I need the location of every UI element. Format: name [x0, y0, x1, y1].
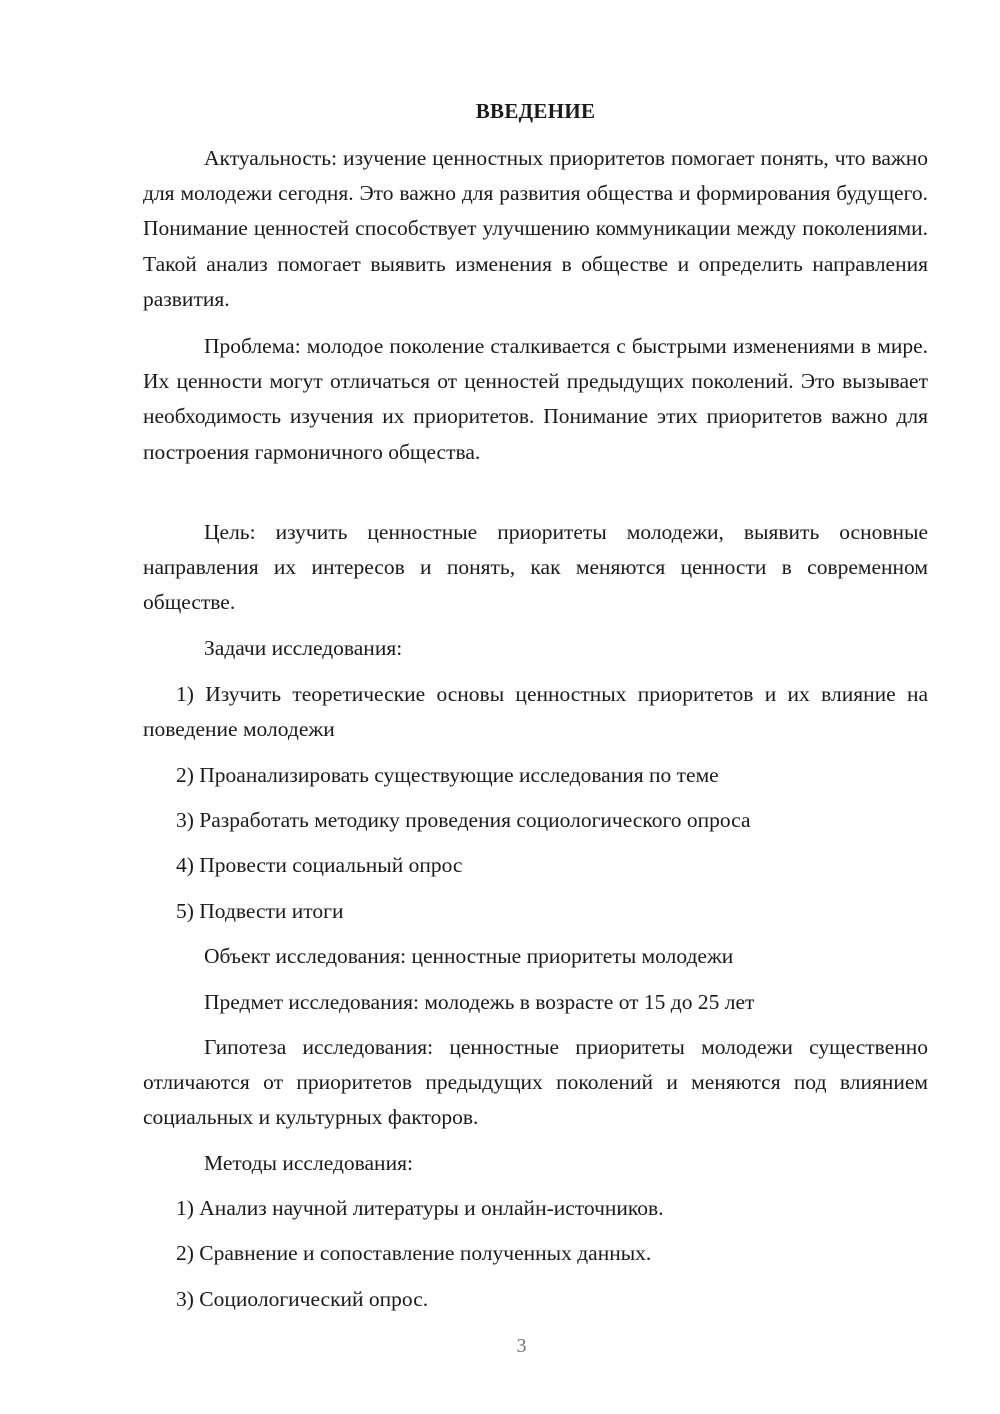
task-item-4: 4) Провести социальный опрос	[176, 853, 463, 877]
method-item-1: 1) Анализ научной литературы и онлайн-источников.	[176, 1196, 664, 1220]
research-subject: Предмет исследования: молодежь в возрасте от 15 до 25 лет	[204, 990, 755, 1014]
task-item-5: 5) Подвести итоги	[176, 899, 344, 923]
task-item-3: 3) Разработать методику проведения социологического опроса	[176, 808, 751, 832]
goal-paragraph: Цель: изучить ценностные приоритеты молодежи, выявить основные направления их интересов и понять, как меняются ценности в современном обществе.	[143, 520, 928, 615]
research-object: Объект исследования: ценностные приоритеты молодежи	[204, 944, 734, 968]
document-page	[143, 0, 928, 1414]
task-item-2: 2) Проанализировать существующие исследования по теме	[176, 763, 719, 787]
methods-heading: Методы исследования:	[204, 1151, 413, 1175]
method-item-3: 3) Социологический опрос.	[176, 1287, 429, 1311]
page-title: ВВЕДЕНИЕ	[475, 99, 596, 123]
task-item-1: 1) Изучить теоретические основы ценностных приоритетов и их влияние на поведение молодежи	[143, 682, 928, 742]
page-number: 3	[516, 1335, 527, 1357]
problem-paragraph: Проблема: молодое поколение сталкивается с быстрыми изменениями в мире. Их ценности могут отличаться от ценностей предыдущих поколений. Это вызывает необходимость изучения их приоритетов. Понимание этих приоритетов важно для построения гармоничного общества.	[143, 334, 928, 464]
method-item-2: 2) Сравнение и сопоставление полученных данных.	[176, 1241, 652, 1265]
relevance-paragraph: Актуальность: изучение ценностных приоритетов помогает понять, что важно для молодежи сегодня. Это важно для развития общества и формирования будущего. Понимание ценностей способствует улучшению коммуникации между поколениями. Такой анализ помогает выявить изменения в обществе и определить направления развития.	[143, 146, 928, 311]
hypothesis-paragraph: Гипотеза исследования: ценностные приоритеты молодежи существенно отличаются от приоритетов предыдущих поколений и меняются под влиянием социальных и культурных факторов.	[143, 1035, 928, 1130]
tasks-heading: Задачи исследования:	[204, 636, 403, 660]
